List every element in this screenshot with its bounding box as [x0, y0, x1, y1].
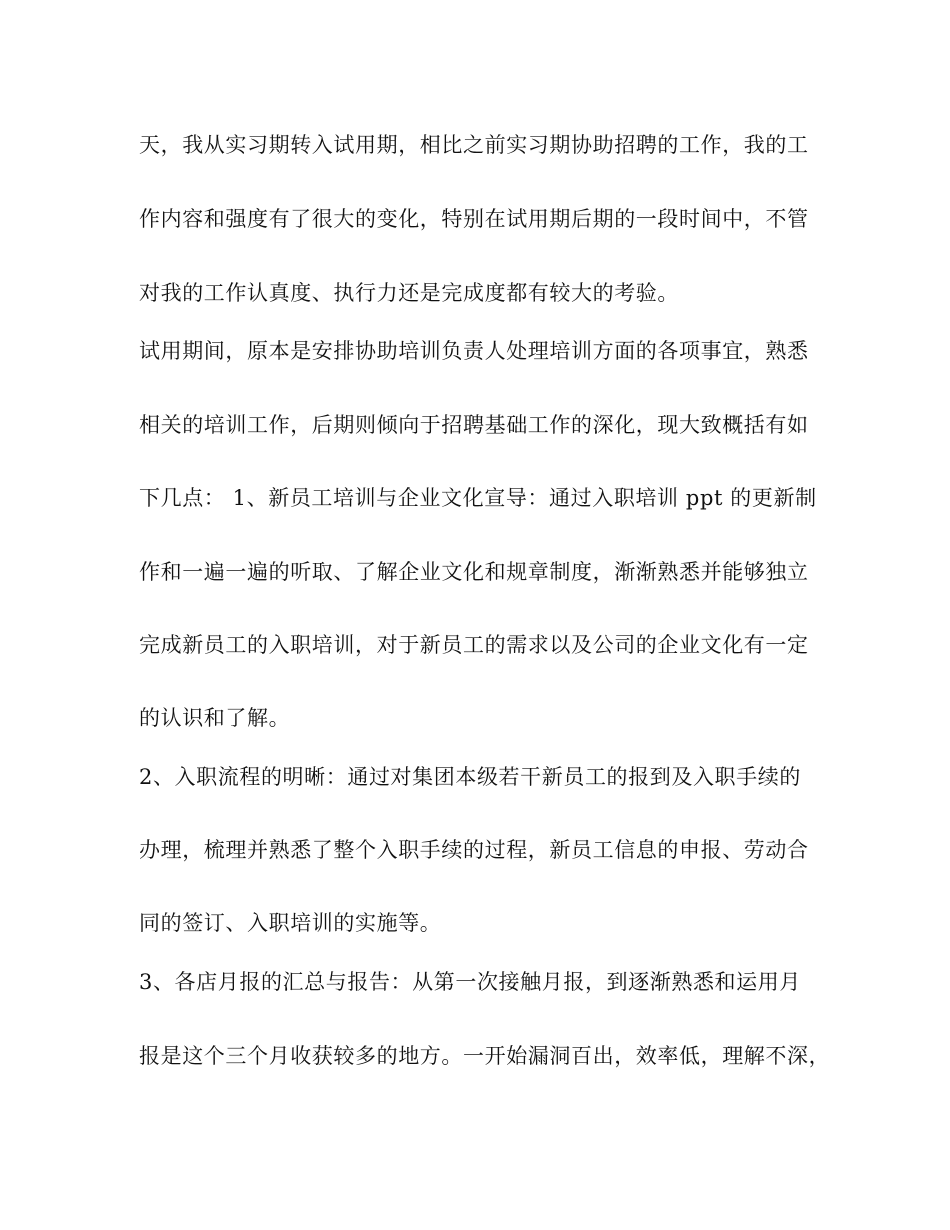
text-line: 试用期间，原本是安排协助培训负责人处理培训方面的各项事宜，熟悉	[139, 339, 809, 363]
text-line: 的认识和了解。	[139, 706, 291, 730]
text-line: 作和一遍一遍的听取、了解企业文化和规章制度，渐渐熟悉并能够独立	[139, 560, 809, 584]
text-line: 作内容和强度有了很大的变化，特别在试用期后期的一段时间中，不管	[139, 207, 809, 231]
text-line: 3、各店月报的汇总与报告：从第一次接触月报，到逐渐熟悉和运用月	[139, 970, 801, 994]
text-line: 下几点： 1、新员工培训与企业文化宣导：通过入职培训 ppt 的更新制	[139, 486, 817, 510]
text-line: 办理，梳理并熟悉了整个入职手续的过程，新员工信息的申报、劳动合	[139, 838, 809, 862]
text-line: 相关的培训工作，后期则倾向于招聘基础工作的深化，现大致概括有如	[139, 413, 809, 437]
text-line: 2、入职流程的明晰：通过对集团本级若干新员工的报到及入职手续的	[139, 765, 801, 789]
text-line: 同的签订、入职培训的实施等。	[139, 911, 442, 935]
text-line: 天，我从实习期转入试用期，相比之前实习期协助招聘的工作，我的工	[139, 133, 809, 157]
text-line: 完成新员工的入职培训，对于新员工的需求以及公司的企业文化有一定	[139, 633, 809, 657]
text-line: 报是这个三个月收获较多的地方。一开始漏洞百出，效率低，理解不深，	[139, 1044, 831, 1068]
text-line: 对我的工作认真度、执行力还是完成度都有较大的考验。	[139, 281, 679, 305]
